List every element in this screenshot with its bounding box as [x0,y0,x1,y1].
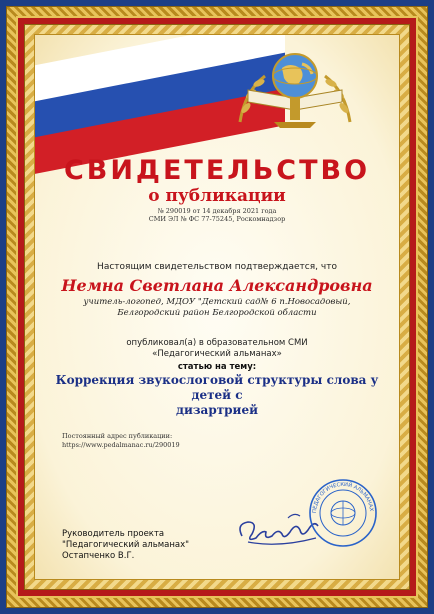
published-line2: «Педагогический альманах» [152,349,282,359]
article-topic-line2: дизартрией [176,403,258,417]
svg-text:ПЕДАГОГИЧЕСКИЙ АЛЬМАНАХ: ПЕДАГОГИЧЕСКИЙ АЛЬМАНАХ [311,481,374,514]
recipient-name: Немна Светлана Александровна [61,276,373,295]
recipient-position-line2: Белгородский район Белгородской области [117,308,317,318]
recipient-position-line1: учитель-логопед, МДОУ "Детский сад№ 6 п.Новосадовый, [83,297,351,307]
published-line1: опубликовал(а) в образовательном СМИ [126,338,308,348]
address-label: Постоянный адрес публикации: [62,432,173,440]
registration-info: СМИ ЭЛ № ФС 77-75245, Роскомнадзор [148,215,286,223]
published-info [34,338,400,360]
certificate-title: СВИДЕТЕЛЬСТВО [63,155,371,186]
recipient-position [34,297,400,319]
address-link[interactable]: https://www.pedalmanac.ru/290019 [62,441,180,449]
article-topic-line1: Коррекция звукослоговой структуры слова у детей с [55,373,379,402]
certificate-subtitle: о публикации [148,186,286,206]
topic-label: статью на тему: [177,362,257,372]
round-stamp-icon [308,478,378,548]
project-director [62,529,189,562]
globe-book-emblem-icon [230,46,360,132]
confirm-text: Настоящим свидетельством подтверждается, что [97,262,337,272]
publication-address [62,432,180,450]
director-line1: Руководитель проекта [62,529,165,539]
article-topic [34,373,400,418]
certificate-number: № 290019 от 14 декабря 2021 года [157,207,277,215]
director-line2: "Педагогический альманах" [62,540,190,550]
director-line3: Остапченко В.Г. [62,551,135,561]
